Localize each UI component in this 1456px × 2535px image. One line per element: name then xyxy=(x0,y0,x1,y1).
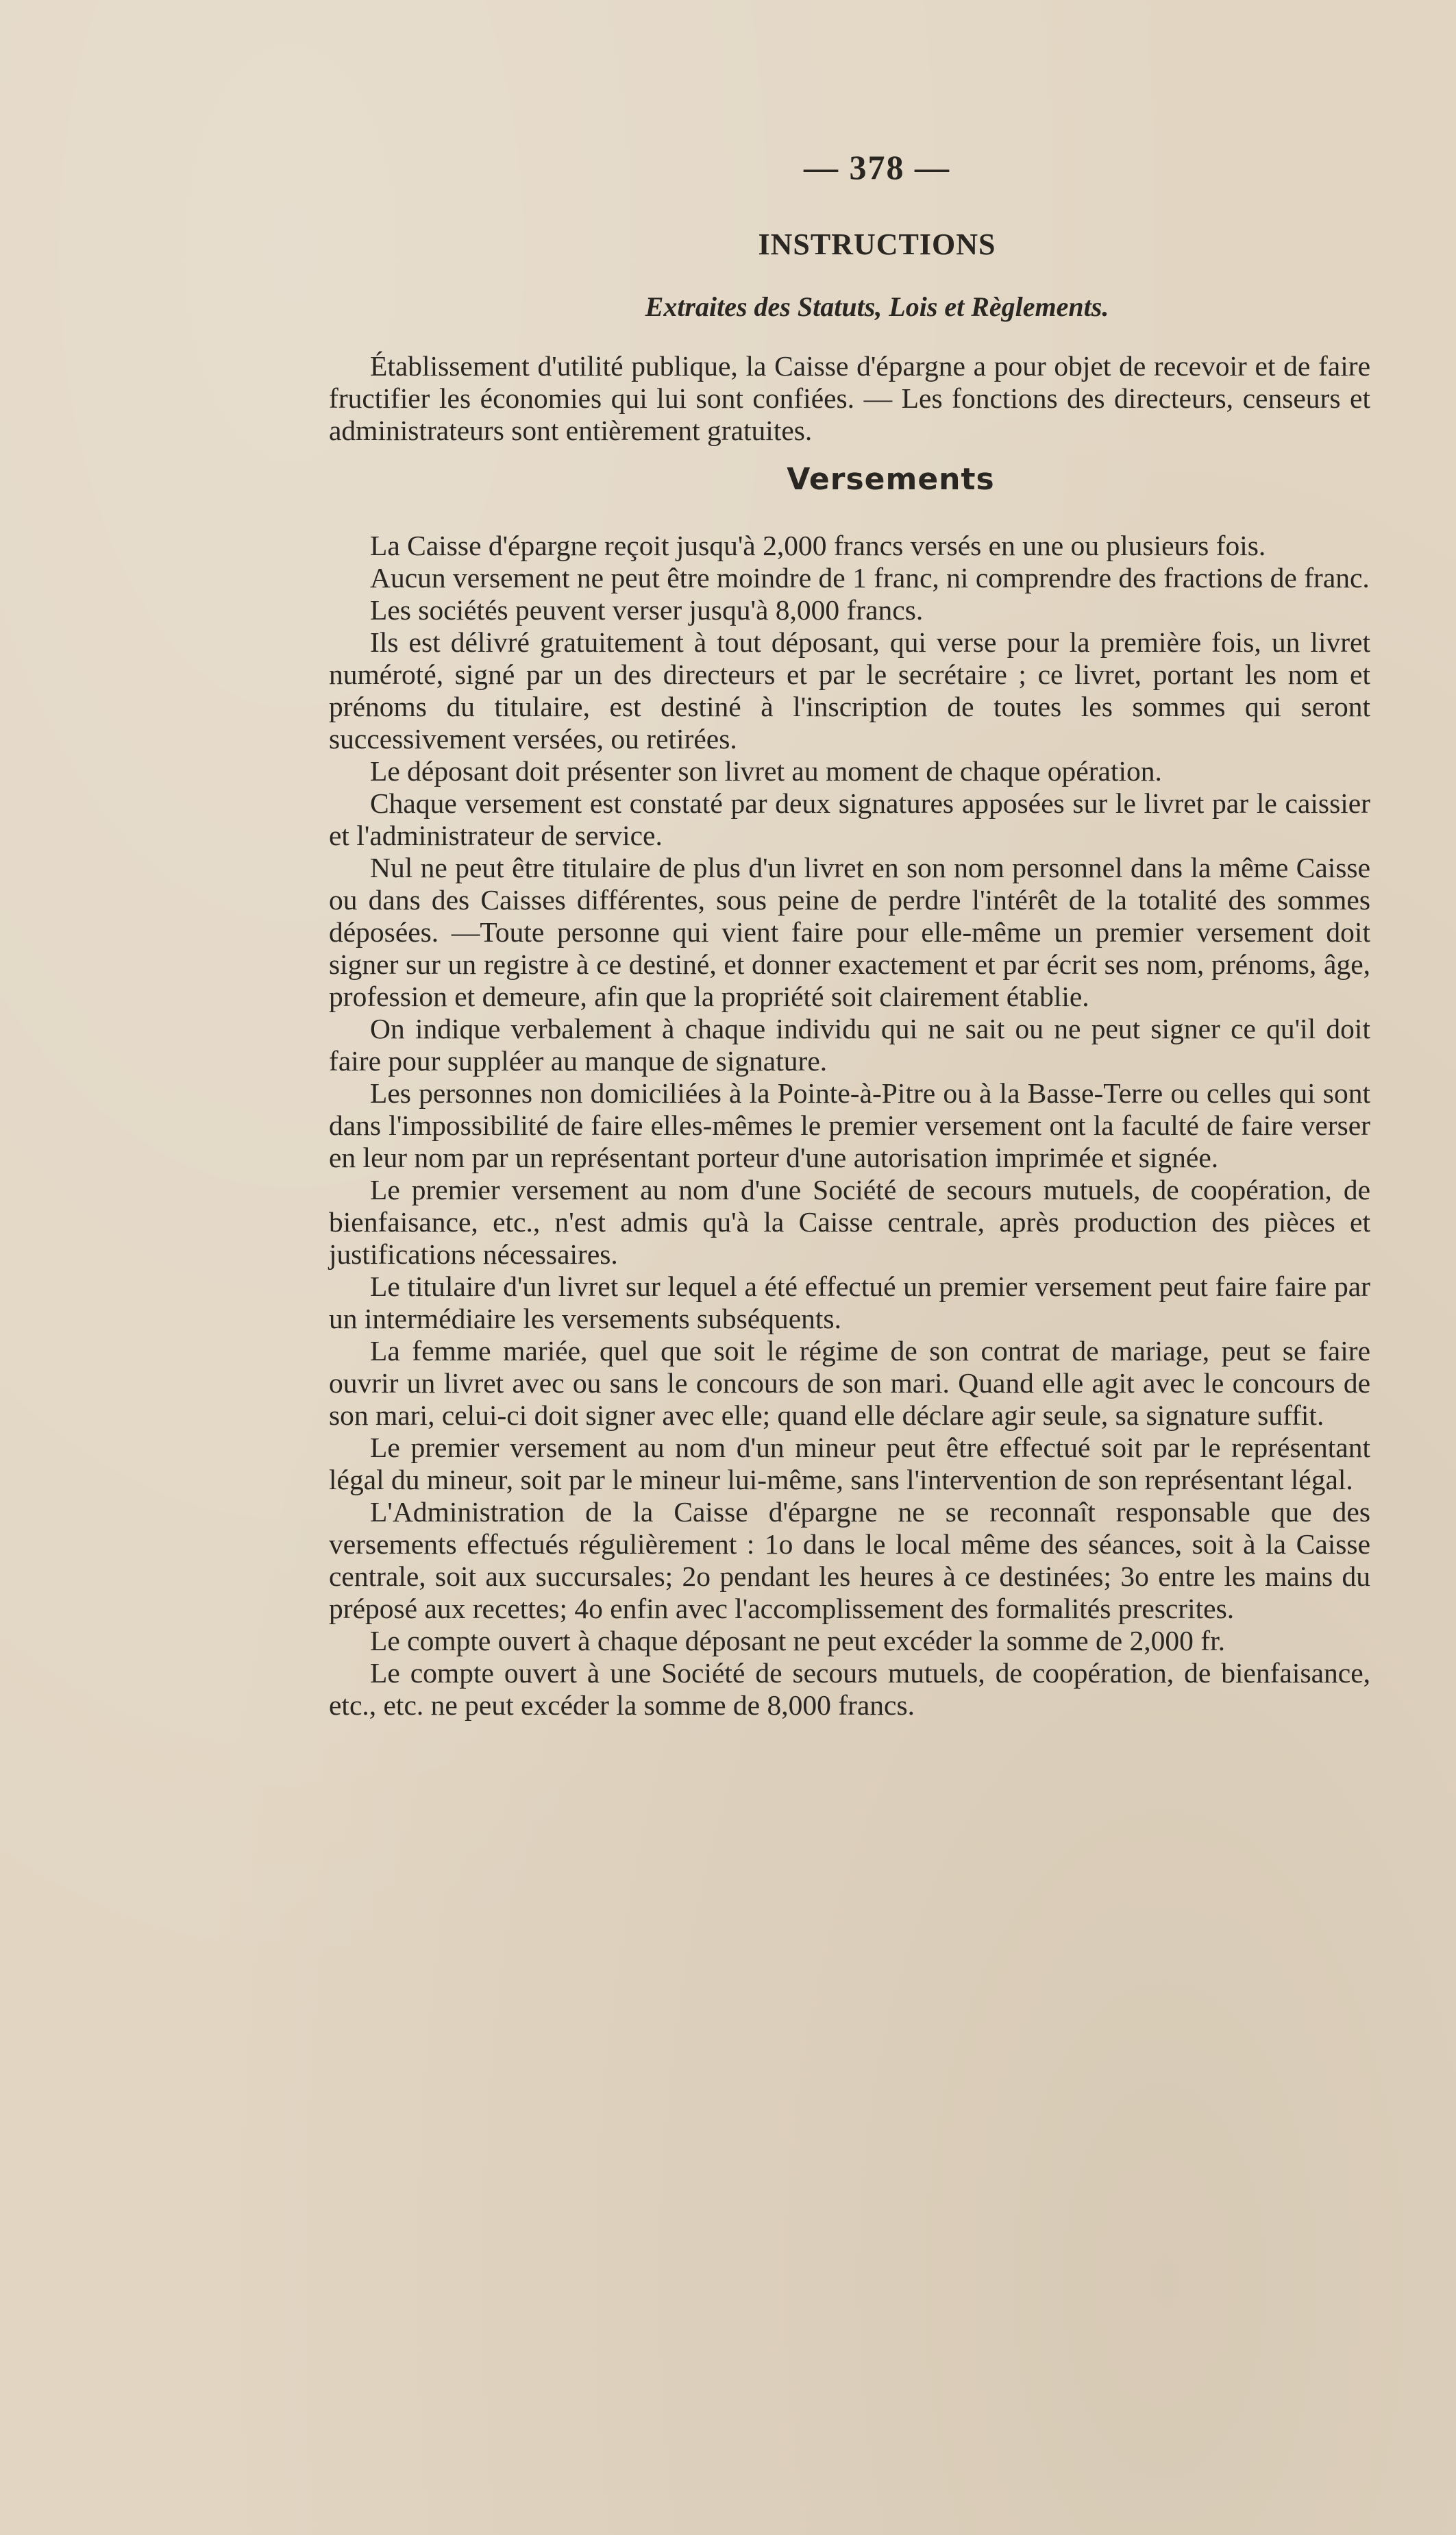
paragraph: La femme mariée, quel que soit le régime de son contrat de mariage, peut se faire ouvrir un livret avec ou sans le concours de son mari. Quand elle agit avec le concours de son mari, celui-ci doit signer avec elle; quand elle déclare agir seule, sa signature suffit. xyxy=(329,1335,1370,1431)
document-body xyxy=(329,147,1370,1722)
paragraph: On indique verbalement à chaque individu qui ne sait ou ne peut signer ce qu'il doit faire pour suppléer au manque de signature. xyxy=(329,1013,1370,1077)
paragraph: Le compte ouvert à chaque déposant ne peut excéder la somme de 2,000 fr. xyxy=(370,1625,1225,1656)
intro-section xyxy=(329,350,1370,447)
paragraph: Le premier versement au nom d'une Société de secours mutuels, de coopération, de bienfaisance, etc., n'est admis qu'à la Caisse centrale, après production des pièces et justifications nécessaires. xyxy=(329,1174,1370,1270)
paragraph: La Caisse d'épargne reçoit jusqu'à 2,000 francs versés en une ou plusieurs fois. xyxy=(370,530,1266,561)
section-title-versements: Versements xyxy=(787,462,995,497)
paragraph: Chaque versement est constaté par deux signatures apposées sur le livret par le caissier et l'administrateur de service. xyxy=(329,787,1370,851)
paragraph: Le titulaire d'un livret sur lequel a été effectué un premier versement peut faire faire par un intermédiaire les versements subséquents. xyxy=(329,1271,1370,1334)
subheading: Extraites des Statuts, Lois et Règlements. xyxy=(645,291,1109,322)
paragraph: Le compte ouvert à une Société de secours mutuels, de coopération, de bienfaisance, etc., etc. ne peut excéder la somme de 8,000 francs. xyxy=(329,1657,1370,1721)
paragraph: Ils est délivré gratuitement à tout déposant, qui verse pour la première fois, un livret numéroté, signé par un des directeurs et par le secrétaire ; ce livret, portant les nom et prénoms du titulaire, est destiné à l'inscription de toutes les sommes qui seront successivement versées, ou retirées. xyxy=(329,626,1370,755)
versements-section xyxy=(329,530,1370,1722)
paragraph: Les personnes non domiciliées à la Pointe-à-Pitre ou à la Basse-Terre ou celles qui sont dans l'impossibilité de faire elles-mêmes le premier versement ont la faculté de faire verser en leur nom par un représentant porteur d'une autorisation imprimée et signée. xyxy=(329,1077,1370,1173)
paragraph: Les sociétés peuvent verser jusqu'à 8,000 francs. xyxy=(370,594,924,626)
paragraph: Le déposant doit présenter son livret au moment de chaque opération. xyxy=(370,755,1162,787)
intro-paragraph: Établissement d'utilité publique, la Caisse d'épargne a pour objet de recevoir et de faire fructifier les économies qui lui sont confiées. — Les fonctions des directeurs, censeurs et administrateurs sont entièrement gratuites. xyxy=(329,350,1370,446)
paragraph: Nul ne peut être titulaire de plus d'un livret en son nom personnel dans la même Caisse ou dans des Caisses différentes, sous peine de perdre l'intérêt de la totalité des sommes déposées. —Toute personne qui vient faire pour elle-même un premier versement doit signer sur un registre à ce destiné, et donner exactement et par écrit ses nom, prénoms, âge, profession et demeure, afin que la propriété soit clairement établie. xyxy=(329,852,1370,1012)
instructions-heading: INSTRUCTIONS xyxy=(758,228,996,261)
page-number: — 378 — xyxy=(804,148,950,186)
paragraph: Le premier versement au nom d'un mineur peut être effectué soit par le représentant légal du mineur, soit par le mineur lui-même, sans l'intervention de son représentant légal. xyxy=(329,1432,1370,1495)
paragraph: Aucun versement ne peut être moindre de 1 franc, ni comprendre des fractions de franc. xyxy=(370,562,1370,593)
paragraph: L'Administration de la Caisse d'épargne ne se reconnaît responsable que des versements effectués régulièrement : 1o dans le local même des séances, soit à la Caisse centrale, soit aux succursales; 2o pendant les heures à ce destinées; 3o entre les mains du préposé aux recettes; 4o enfin avec l'accomplissement des formalités prescrites. xyxy=(329,1496,1370,1624)
